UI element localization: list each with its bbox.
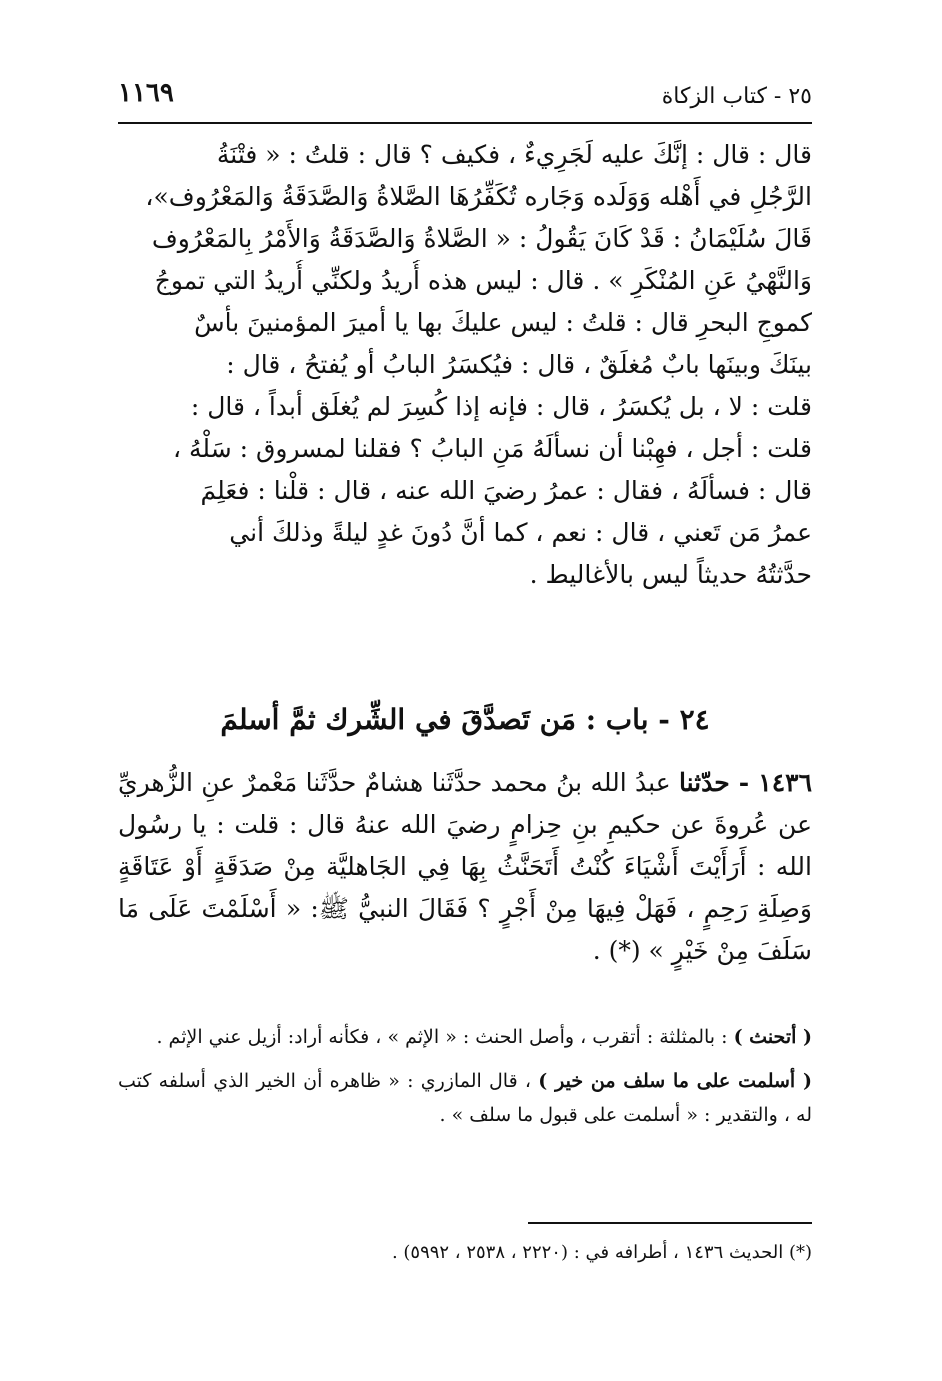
note-text: : بالمثلثة : أتقرب ، وأصل الحنث : « الإثم » ، فكأنه أراد: أزيل عني الإثم . xyxy=(156,1026,734,1048)
commentary-notes xyxy=(118,1020,812,1142)
hadith-number: ١٤٣٦ - حدّثنا xyxy=(678,768,812,797)
footnote-divider xyxy=(528,1222,812,1224)
chapter-heading: ٢٤ - باب : مَن تَصدَّقَ في الشِّرك ثمَّ أسلمَ xyxy=(220,703,710,736)
page-number: ١١٦٩ xyxy=(118,78,174,108)
note-text: ، قال المازري : « ظاهره أن الخير الذي أسلفه كتب له ، والتقدير : « أسلمت على قبول ما سلف » . xyxy=(118,1070,812,1126)
page-header xyxy=(118,78,812,118)
header-divider xyxy=(118,122,812,124)
text-line: عمرُ مَن تَعني ، قال : نعم ، كما أنَّ دُونَ غدٍ ليلةً وذلكَ أني xyxy=(229,518,812,547)
text-line: كموجِ البحرِ قال : قلتُ : ليس عليكَ بها يا أميرَ المؤمنينَ بأسٌ xyxy=(194,308,812,337)
main-text xyxy=(118,134,812,596)
text-line: قلت : لا ، بل يُكسَرُ ، قال : فإنه إذا كُسِرَ لم يُغلَق أبداً ، قال : xyxy=(190,392,812,421)
text-line: وَالنَّهْيُ عَنِ المُنْكَرِ » . قال : ليس هذه أُريدُ ولكنِّي أُريدُ التي تموجُ xyxy=(154,266,812,295)
text-line: بينَكَ وبينَها بابٌ مُغلَقٌ ، قال : فيُكسَرُ البابُ أو يُفتحُ ، قال : xyxy=(226,350,812,379)
text-line: الرَّجُلِ في أَهْله وَوَلَده وَجَاره تُكَفِّرُهَا الصَّلاةُ وَالصَّدَقَةُ وَالمَعْرُوف»، xyxy=(145,182,812,211)
chapter-title: ٢٥ - كتاب الزكاة xyxy=(661,84,812,109)
note-item xyxy=(118,1064,812,1132)
text-line: قال : قال : إنَّكَ عليه لَجَرِيءٌ ، فكيف ؟ قال : قلتُ : « فتْنَةُ xyxy=(216,140,812,169)
text-line: قَالَ سُلَيْمَانُ : قَدْ كَانَ يَقُولُ : « الصَّلاةُ وَالصَّدَقَةُ وَالأَمْرُ بِالمَعْرُوف xyxy=(151,224,812,253)
note-item xyxy=(118,1020,812,1054)
footnote: (*) الحديث ١٤٣٦ ، أطرافه في : (٢٢٢٠ ، ٢٥٣٨ ، ٥٩٩٢) . xyxy=(391,1242,812,1263)
note-term: ( أتحنث ) xyxy=(733,1026,812,1048)
text-line: حدَّثتُهُ حديثاً ليس بالأغاليط . xyxy=(529,560,812,589)
hadith-text: عبدُ الله بنُ محمد حدَّثَنا هشامٌ حدَّثَنا مَعْمرٌ عنِ الزُّهريِّ عن عُروةَ عن حكيمِ بنِ حِزامٍ رضيَ الله عنهُ قال : قلت : يا رسُول الله : أَرَأَيْتَ أَشْيَاءَ كُنْتُ أَتَحَنَّثُ بِهَا فِي الجَاهليَّة مِنْ صَدَقَةٍ أَوْ عَتَاقَةٍ وَصِلَةِ رَحِمٍ ، فَهَلْ فِيهَا مِنْ أَجْرٍ ؟ فَقَالَ النبيُّ ﷺ: « أَسْلَمْتَ عَلَى مَا سَلَفَ مِنْ خَيْرٍ » (*) . xyxy=(118,768,812,965)
text-line: قال : فسألَهُ ، فقال : عمرُ رضيَ الله عنه ، قال : قلْنا : فعَلِمَ xyxy=(200,476,812,505)
text-line: قلت : أجل ، فهِبْنا أن نسألَهُ مَنِ البابُ ؟ فقلنا لمسروق : سَلْهُ ، xyxy=(173,434,812,463)
note-term: ( أسلمت على ما سلف من خير ) xyxy=(538,1070,812,1092)
hadith-paragraph xyxy=(118,762,812,972)
